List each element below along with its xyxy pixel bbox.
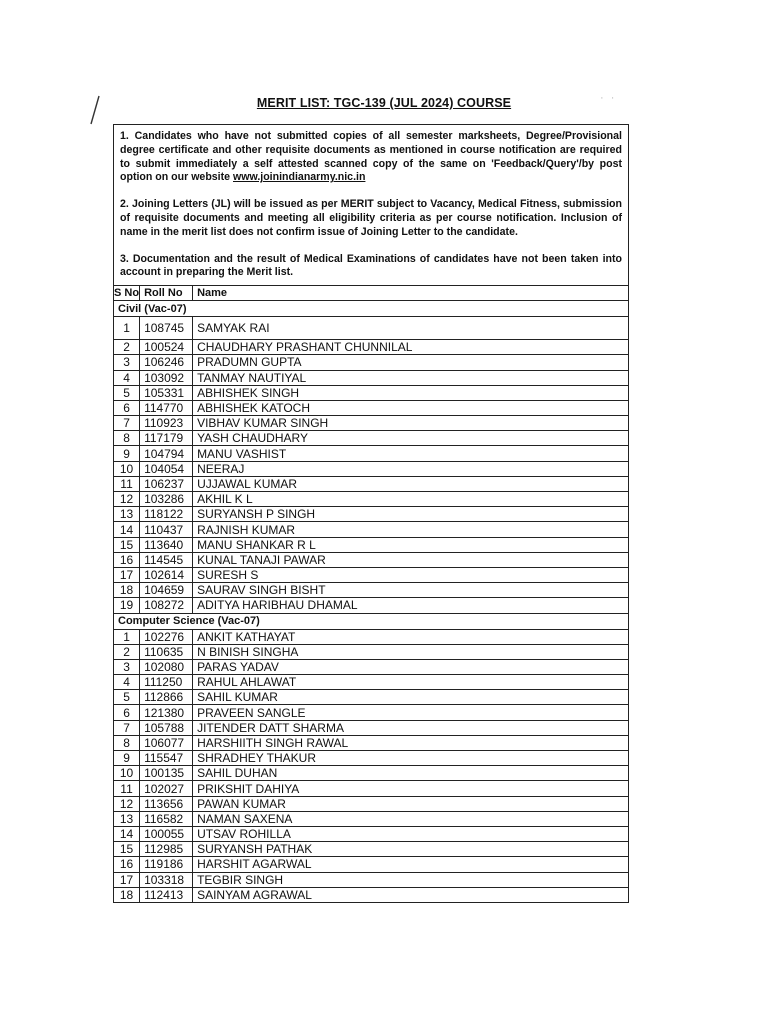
cell-roll-no: 114545	[140, 552, 193, 567]
cell-name: SURYANSH PATHAK	[193, 842, 628, 857]
cell-name: MANU SHANKAR R L	[193, 537, 628, 552]
cell-name: SAURAV SINGH BISHT	[193, 583, 628, 598]
table-row	[114, 766, 628, 781]
cell-sno: 9	[114, 446, 140, 461]
section-title: Civil (Vac-07)	[114, 301, 628, 317]
table-row	[114, 751, 628, 766]
cell-name: SAINYAM AGRAWAL	[193, 887, 628, 902]
table-row	[114, 720, 628, 735]
cell-name: TEGBIR SINGH	[193, 872, 628, 887]
cell-sno: 3	[114, 355, 140, 370]
cell-roll-no: 115547	[140, 751, 193, 766]
cell-roll-no: 103092	[140, 370, 193, 385]
cell-roll-no: 111250	[140, 675, 193, 690]
cell-name: ADITYA HARIBHAU DHAMAL	[193, 598, 628, 613]
table-row	[114, 461, 628, 476]
cell-sno: 14	[114, 826, 140, 841]
table-row	[114, 644, 628, 659]
cell-sno: 10	[114, 461, 140, 476]
table-row	[114, 872, 628, 887]
cell-sno: 19	[114, 598, 140, 613]
cell-sno: 18	[114, 887, 140, 902]
cell-roll-no: 103318	[140, 872, 193, 887]
cell-roll-no: 105788	[140, 720, 193, 735]
cell-roll-no: 118122	[140, 507, 193, 522]
cell-sno: 14	[114, 522, 140, 537]
cell-name: AKHIL K L	[193, 492, 628, 507]
cell-name: ABHISHEK SINGH	[193, 385, 628, 400]
table-row	[114, 796, 628, 811]
cell-roll-no: 121380	[140, 705, 193, 720]
cell-roll-no: 105331	[140, 385, 193, 400]
note-1-text: 1. Candidates who have not submitted copies of all semester marksheets, Degree/Provisional degree certificate and other requisite documents as mentioned in course notification are required to submit immediately a self attested scanned copy of the same on 'Feedback/Query'/by post option on our website	[120, 130, 622, 184]
cell-sno: 4	[114, 370, 140, 385]
cell-name: PRIKSHIT DAHIYA	[193, 781, 628, 796]
table-row	[114, 416, 628, 431]
cell-roll-no: 100055	[140, 826, 193, 841]
cell-sno: 12	[114, 492, 140, 507]
table-row	[114, 552, 628, 567]
cell-roll-no: 110635	[140, 644, 193, 659]
table-row	[114, 522, 628, 537]
note-3	[120, 253, 622, 281]
cell-name: N BINISH SINGHA	[193, 644, 628, 659]
table-row	[114, 355, 628, 370]
table-row	[114, 317, 628, 340]
cell-name: ANKIT KATHAYAT	[193, 629, 628, 644]
note-3-text: 3. Documentation and the result of Medical Examinations of candidates have not been taken into account in preparing the Merit list.	[120, 252, 622, 279]
merit-table	[114, 286, 628, 903]
cell-name: SAMYAK RAI	[193, 317, 628, 340]
table-row	[114, 507, 628, 522]
cell-roll-no: 113640	[140, 537, 193, 552]
table-row	[114, 385, 628, 400]
cell-name: SAHIL DUHAN	[193, 766, 628, 781]
cell-roll-no: 106246	[140, 355, 193, 370]
website-link[interactable]: www.joinindianarmy.nic.in	[233, 171, 366, 184]
table-row	[114, 705, 628, 720]
table-row	[114, 431, 628, 446]
table-row	[114, 735, 628, 750]
cell-name: ABHISHEK KATOCH	[193, 400, 628, 415]
cell-roll-no: 103286	[140, 492, 193, 507]
table-row	[114, 446, 628, 461]
cell-roll-no: 116582	[140, 811, 193, 826]
cell-name: PRADUMN GUPTA	[193, 355, 628, 370]
table-row	[114, 826, 628, 841]
merit-list-sheet	[113, 124, 629, 903]
cell-roll-no: 108272	[140, 598, 193, 613]
cell-name: TANMAY NAUTIYAL	[193, 370, 628, 385]
note-1	[120, 130, 622, 185]
cell-sno: 5	[114, 690, 140, 705]
note-2	[120, 198, 622, 239]
table-row	[114, 340, 628, 355]
cell-roll-no: 114770	[140, 400, 193, 415]
cell-sno: 7	[114, 720, 140, 735]
scan-artifact: · ·	[600, 92, 617, 104]
notes-block	[114, 125, 628, 286]
cell-name: UTSAV ROHILLA	[193, 826, 628, 841]
cell-name: RAJNISH KUMAR	[193, 522, 628, 537]
cell-sno: 5	[114, 385, 140, 400]
cell-name: NAMAN SAXENA	[193, 811, 628, 826]
cell-sno: 13	[114, 507, 140, 522]
cell-sno: 2	[114, 644, 140, 659]
table-row	[114, 370, 628, 385]
table-row	[114, 811, 628, 826]
cell-name: SURESH S	[193, 567, 628, 582]
page-title: MERIT LIST: TGC-139 (JUL 2024) COURSE	[256, 96, 512, 110]
cell-sno: 8	[114, 431, 140, 446]
cell-sno: 17	[114, 567, 140, 582]
cell-name: KUNAL TANAJI PAWAR	[193, 552, 628, 567]
cell-sno: 17	[114, 872, 140, 887]
cell-roll-no: 106237	[140, 476, 193, 491]
cell-name: PAWAN KUMAR	[193, 796, 628, 811]
cell-sno: 10	[114, 766, 140, 781]
cell-sno: 11	[114, 476, 140, 491]
cell-sno: 2	[114, 340, 140, 355]
cell-sno: 4	[114, 675, 140, 690]
cell-sno: 7	[114, 416, 140, 431]
cell-sno: 11	[114, 781, 140, 796]
cell-sno: 16	[114, 857, 140, 872]
cell-sno: 16	[114, 552, 140, 567]
table-row	[114, 476, 628, 491]
cell-sno: 18	[114, 583, 140, 598]
table-row	[114, 690, 628, 705]
cell-sno: 1	[114, 317, 140, 340]
header-sno: S No	[114, 287, 140, 300]
cell-sno: 12	[114, 796, 140, 811]
cell-name: YASH CHAUDHARY	[193, 431, 628, 446]
cell-roll-no: 102614	[140, 567, 193, 582]
cell-sno: 1	[114, 629, 140, 644]
table-row	[114, 675, 628, 690]
header-roll-no: Roll No	[140, 286, 193, 301]
cell-sno: 8	[114, 735, 140, 750]
cell-name: UJJAWAL KUMAR	[193, 476, 628, 491]
cell-roll-no: 113656	[140, 796, 193, 811]
table-row	[114, 598, 628, 613]
merit-table-body	[114, 286, 628, 902]
cell-roll-no: 117179	[140, 431, 193, 446]
table-row	[114, 400, 628, 415]
cell-roll-no: 100524	[140, 340, 193, 355]
cell-roll-no: 110437	[140, 522, 193, 537]
note-2-text: 2. Joining Letters (JL) will be issued as per MERIT subject to Vacancy, Medical Fitness, submission of requisite documents and meeting all eligibility criteria as per course notification. Inclusion of name in the merit list does not confirm issue of Joining Letter to the candidate.	[120, 198, 622, 238]
cell-roll-no: 104659	[140, 583, 193, 598]
cell-sno: 6	[114, 705, 140, 720]
cell-roll-no: 112866	[140, 690, 193, 705]
cell-roll-no: 102027	[140, 781, 193, 796]
cell-name: CHAUDHARY PRASHANT CHUNNILAL	[193, 340, 628, 355]
cell-roll-no: 119186	[140, 857, 193, 872]
cell-roll-no: 112985	[140, 842, 193, 857]
table-header-row	[114, 286, 628, 301]
cell-roll-no: 104794	[140, 446, 193, 461]
table-row	[114, 857, 628, 872]
cell-sno: 6	[114, 400, 140, 415]
header-name: Name	[193, 286, 628, 301]
table-row	[114, 842, 628, 857]
cell-sno: 13	[114, 811, 140, 826]
cell-roll-no: 102276	[140, 629, 193, 644]
table-row	[114, 492, 628, 507]
cell-sno: 15	[114, 537, 140, 552]
cell-name: PRAVEEN SANGLE	[193, 705, 628, 720]
cell-sno: 15	[114, 842, 140, 857]
cell-sno: 9	[114, 751, 140, 766]
table-row	[114, 659, 628, 674]
cell-name: HARSHIT AGARWAL	[193, 857, 628, 872]
cell-roll-no: 110923	[140, 416, 193, 431]
cell-roll-no: 108745	[140, 317, 193, 340]
cell-name: JITENDER DATT SHARMA	[193, 720, 628, 735]
cell-name: RAHUL AHLAWAT	[193, 675, 628, 690]
cell-name: SURYANSH P SINGH	[193, 507, 628, 522]
table-row	[114, 781, 628, 796]
section-title: Computer Science (Vac-07)	[114, 613, 628, 629]
table-row	[114, 567, 628, 582]
table-row	[114, 887, 628, 902]
cell-name: SAHIL KUMAR	[193, 690, 628, 705]
cell-roll-no: 100135	[140, 766, 193, 781]
cell-name: VIBHAV KUMAR SINGH	[193, 416, 628, 431]
cell-sno: 3	[114, 659, 140, 674]
table-row	[114, 537, 628, 552]
cell-name: MANU VASHIST	[193, 446, 628, 461]
section-row	[114, 301, 628, 317]
cell-name: PARAS YADAV	[193, 659, 628, 674]
cell-name: SHRADHEY THAKUR	[193, 751, 628, 766]
cell-roll-no: 104054	[140, 461, 193, 476]
cell-name: HARSHIITH SINGH RAWAL	[193, 735, 628, 750]
table-row	[114, 583, 628, 598]
table-row	[114, 629, 628, 644]
cell-roll-no: 112413	[140, 887, 193, 902]
cell-name: NEERAJ	[193, 461, 628, 476]
section-row	[114, 613, 628, 629]
cell-roll-no: 102080	[140, 659, 193, 674]
cell-roll-no: 106077	[140, 735, 193, 750]
